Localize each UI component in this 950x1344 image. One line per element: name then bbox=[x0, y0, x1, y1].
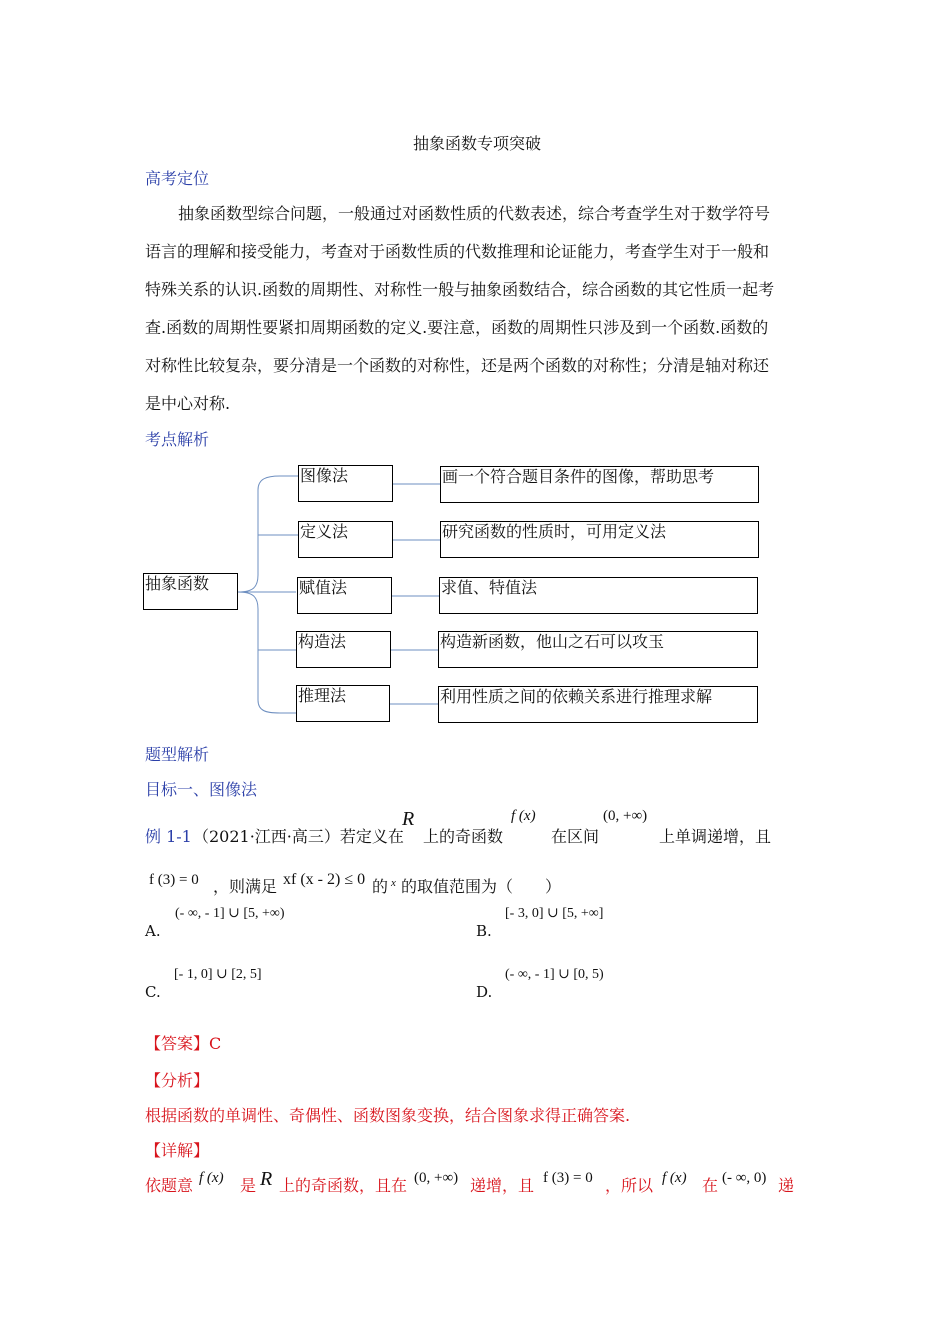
detail-text: 上的奇函数，且在 bbox=[279, 1176, 408, 1195]
detail-set-r: R bbox=[260, 1168, 273, 1190]
method-node-reasoning: 推理法 bbox=[296, 685, 390, 722]
paragraph-line: 对称性比较复杂，要分清是一个函数的对称性，还是两个函数的对称性；分清是轴对称还 bbox=[145, 356, 770, 375]
option-d-letter: D. bbox=[476, 983, 493, 1001]
option-d-value: (- ∞, - 1] ∪ [0, 5) bbox=[505, 967, 604, 982]
set-r-symbol: R bbox=[402, 808, 415, 830]
method-desc-graph: 画一个符合题目条件的图像，帮助思考 bbox=[440, 466, 759, 503]
method-desc-construction: 构造新函数，他山之石可以攻玉 bbox=[438, 631, 758, 668]
detail-fx: f (x) bbox=[199, 1170, 224, 1186]
method-desc-reasoning: 利用性质之间的依赖关系进行推理求解 bbox=[438, 686, 758, 723]
paragraph-line: 是中心对称. bbox=[145, 394, 231, 413]
example-source: （2021·江西·高三）若定义在 bbox=[193, 827, 404, 846]
option-b-value: [- 3, 0] ∪ [5, +∞] bbox=[505, 906, 604, 921]
condition-expression: f (3) = 0 bbox=[149, 872, 199, 888]
detail-text: 在 bbox=[702, 1176, 719, 1195]
method-desc-assignment: 求值、特值法 bbox=[439, 577, 758, 614]
target-heading: 目标一、图像法 bbox=[145, 780, 258, 799]
detail-text: 是 bbox=[240, 1176, 257, 1195]
detail-tag: 【详解】 bbox=[145, 1141, 210, 1160]
detail-interval-2: (- ∞, 0) bbox=[722, 1170, 767, 1186]
option-c-letter: C. bbox=[145, 983, 161, 1001]
method-desc-definition: 研究函数的性质时，可用定义法 bbox=[440, 521, 759, 558]
brace-connector bbox=[238, 476, 298, 592]
variable-x: x bbox=[391, 877, 396, 889]
detail-fx-2: f (x) bbox=[662, 1170, 687, 1186]
example-label: 例 1-1 bbox=[145, 827, 192, 846]
example-text: 的 bbox=[372, 877, 389, 896]
paragraph-line: 查.函数的周期性要紧扣周期函数的定义.要注意，函数的周期性只涉及到一个函数.函数的 bbox=[145, 318, 769, 337]
detail-condition: f (3) = 0 bbox=[543, 1170, 593, 1186]
method-node-assignment: 赋值法 bbox=[297, 577, 392, 614]
method-node-definition: 定义法 bbox=[298, 521, 393, 558]
paragraph-line: 语言的理解和接受能力，考查对于函数性质的代数推理和论证能力，考查学生对于一般和 bbox=[145, 242, 770, 261]
function-fx: f (x) bbox=[511, 808, 536, 824]
root-node-abstract-function: 抽象函数 bbox=[143, 573, 238, 610]
option-b-letter: B. bbox=[476, 922, 492, 940]
detail-text: ，所以 bbox=[605, 1176, 654, 1195]
section-heading-positioning: 高考定位 bbox=[145, 169, 210, 188]
detail-interval: (0, +∞) bbox=[414, 1170, 459, 1186]
method-node-graph: 图像法 bbox=[298, 465, 393, 502]
option-c-value: [- 1, 0] ∪ [2, 5] bbox=[174, 967, 262, 982]
detail-text: 依题意 bbox=[145, 1176, 194, 1195]
inequality-expression: xf (x - 2) ≤ 0 bbox=[283, 871, 366, 888]
brace-connector bbox=[238, 592, 296, 713]
example-text: 在区间 bbox=[551, 827, 600, 846]
interval-expression: (0, +∞) bbox=[603, 808, 648, 824]
option-a-value: (- ∞, - 1] ∪ [5, +∞) bbox=[175, 906, 285, 921]
example-text: 上单调递增，且 bbox=[659, 827, 772, 846]
analysis-text: 根据函数的单调性、奇偶性、函数图象变换，结合图象求得正确答案. bbox=[145, 1106, 631, 1125]
example-text: ，则满足 bbox=[213, 877, 278, 896]
paragraph-line: 特殊关系的认识.函数的周期性、对称性一般与抽象函数结合，综合函数的其它性质一起考 bbox=[145, 280, 775, 299]
option-a-letter: A. bbox=[145, 922, 161, 940]
detail-text: 递 bbox=[778, 1176, 795, 1195]
example-text: 上的奇函数 bbox=[423, 827, 504, 846]
detail-text: 递增，且 bbox=[470, 1176, 535, 1195]
example-text: 的取值范围为（ ） bbox=[401, 877, 562, 896]
answer-line: 【答案】C bbox=[145, 1034, 222, 1053]
analysis-tag: 【分析】 bbox=[145, 1071, 210, 1090]
method-node-construction: 构造法 bbox=[296, 631, 391, 668]
paragraph-line: 抽象函数型综合问题，一般通过对函数性质的代数表述，综合考查学生对于数学符号 bbox=[178, 204, 771, 223]
section-heading-analysis: 考点解析 bbox=[145, 430, 210, 449]
section-heading-question-types: 题型解析 bbox=[145, 745, 210, 764]
page-title: 抽象函数专项突破 bbox=[413, 134, 542, 153]
